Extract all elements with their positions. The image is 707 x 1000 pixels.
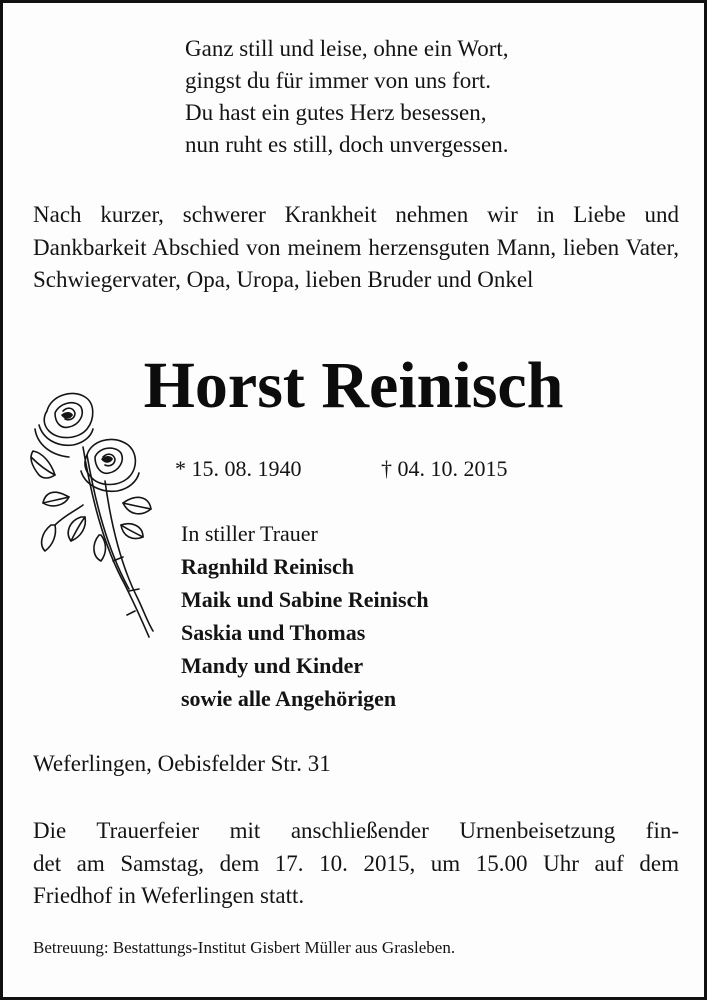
family-address: Weferlingen, Oebisfelder Str. 31 <box>33 751 331 776</box>
announcement-text: Nach kurzer, schwerer Krankheit nehmen wir in Liebe und Dankbarkeit Abschied von meinem herzensguten Mann, lieben Vater, Schwiegervater, Opa, Uropa, lieben Bruder und Onkel <box>33 202 679 292</box>
poem-line: Ganz still und leise, ohne ein Wort, <box>185 36 509 61</box>
funeral-home-credit: Betreuung: Bestattungs-Institut Gisbert Müller aus Grasleben. <box>33 938 456 957</box>
mourners-heading: In stiller Trauer <box>181 521 318 546</box>
mourner-name: Mandy und Kinder <box>181 653 364 678</box>
death-date: † 04. 10. 2015 <box>381 456 508 481</box>
funeral-line: Die Trauerfeier mit anschließender Urnenbeisetzung fin- <box>33 818 679 843</box>
memorial-poem <box>185 33 509 161</box>
mourner-name: Maik und Sabine Reinisch <box>181 587 429 612</box>
poem-line: gingst du für immer von uns fort. <box>185 68 491 93</box>
funeral-line: Friedhof in Weferlingen statt. <box>33 883 305 908</box>
deceased-name: Horst Reinisch <box>143 349 564 422</box>
funeral-details <box>33 815 679 913</box>
mourner-name: sowie alle Angehörigen <box>181 686 397 711</box>
birth-date: * 15. 08. 1940 <box>175 456 302 481</box>
poem-line: Du hast ein gutes Herz besessen, <box>185 100 487 125</box>
rose-icon <box>25 385 165 643</box>
mourners-list <box>181 517 429 715</box>
poem-line: nun ruht es still, doch unvergessen. <box>185 132 509 157</box>
mourner-name: Saskia und Thomas <box>181 620 366 645</box>
mourner-name: Ragnhild Reinisch <box>181 554 354 579</box>
funeral-line: det am Samstag, dem 17. 10. 2015, um 15.00 Uhr auf dem <box>33 850 679 876</box>
